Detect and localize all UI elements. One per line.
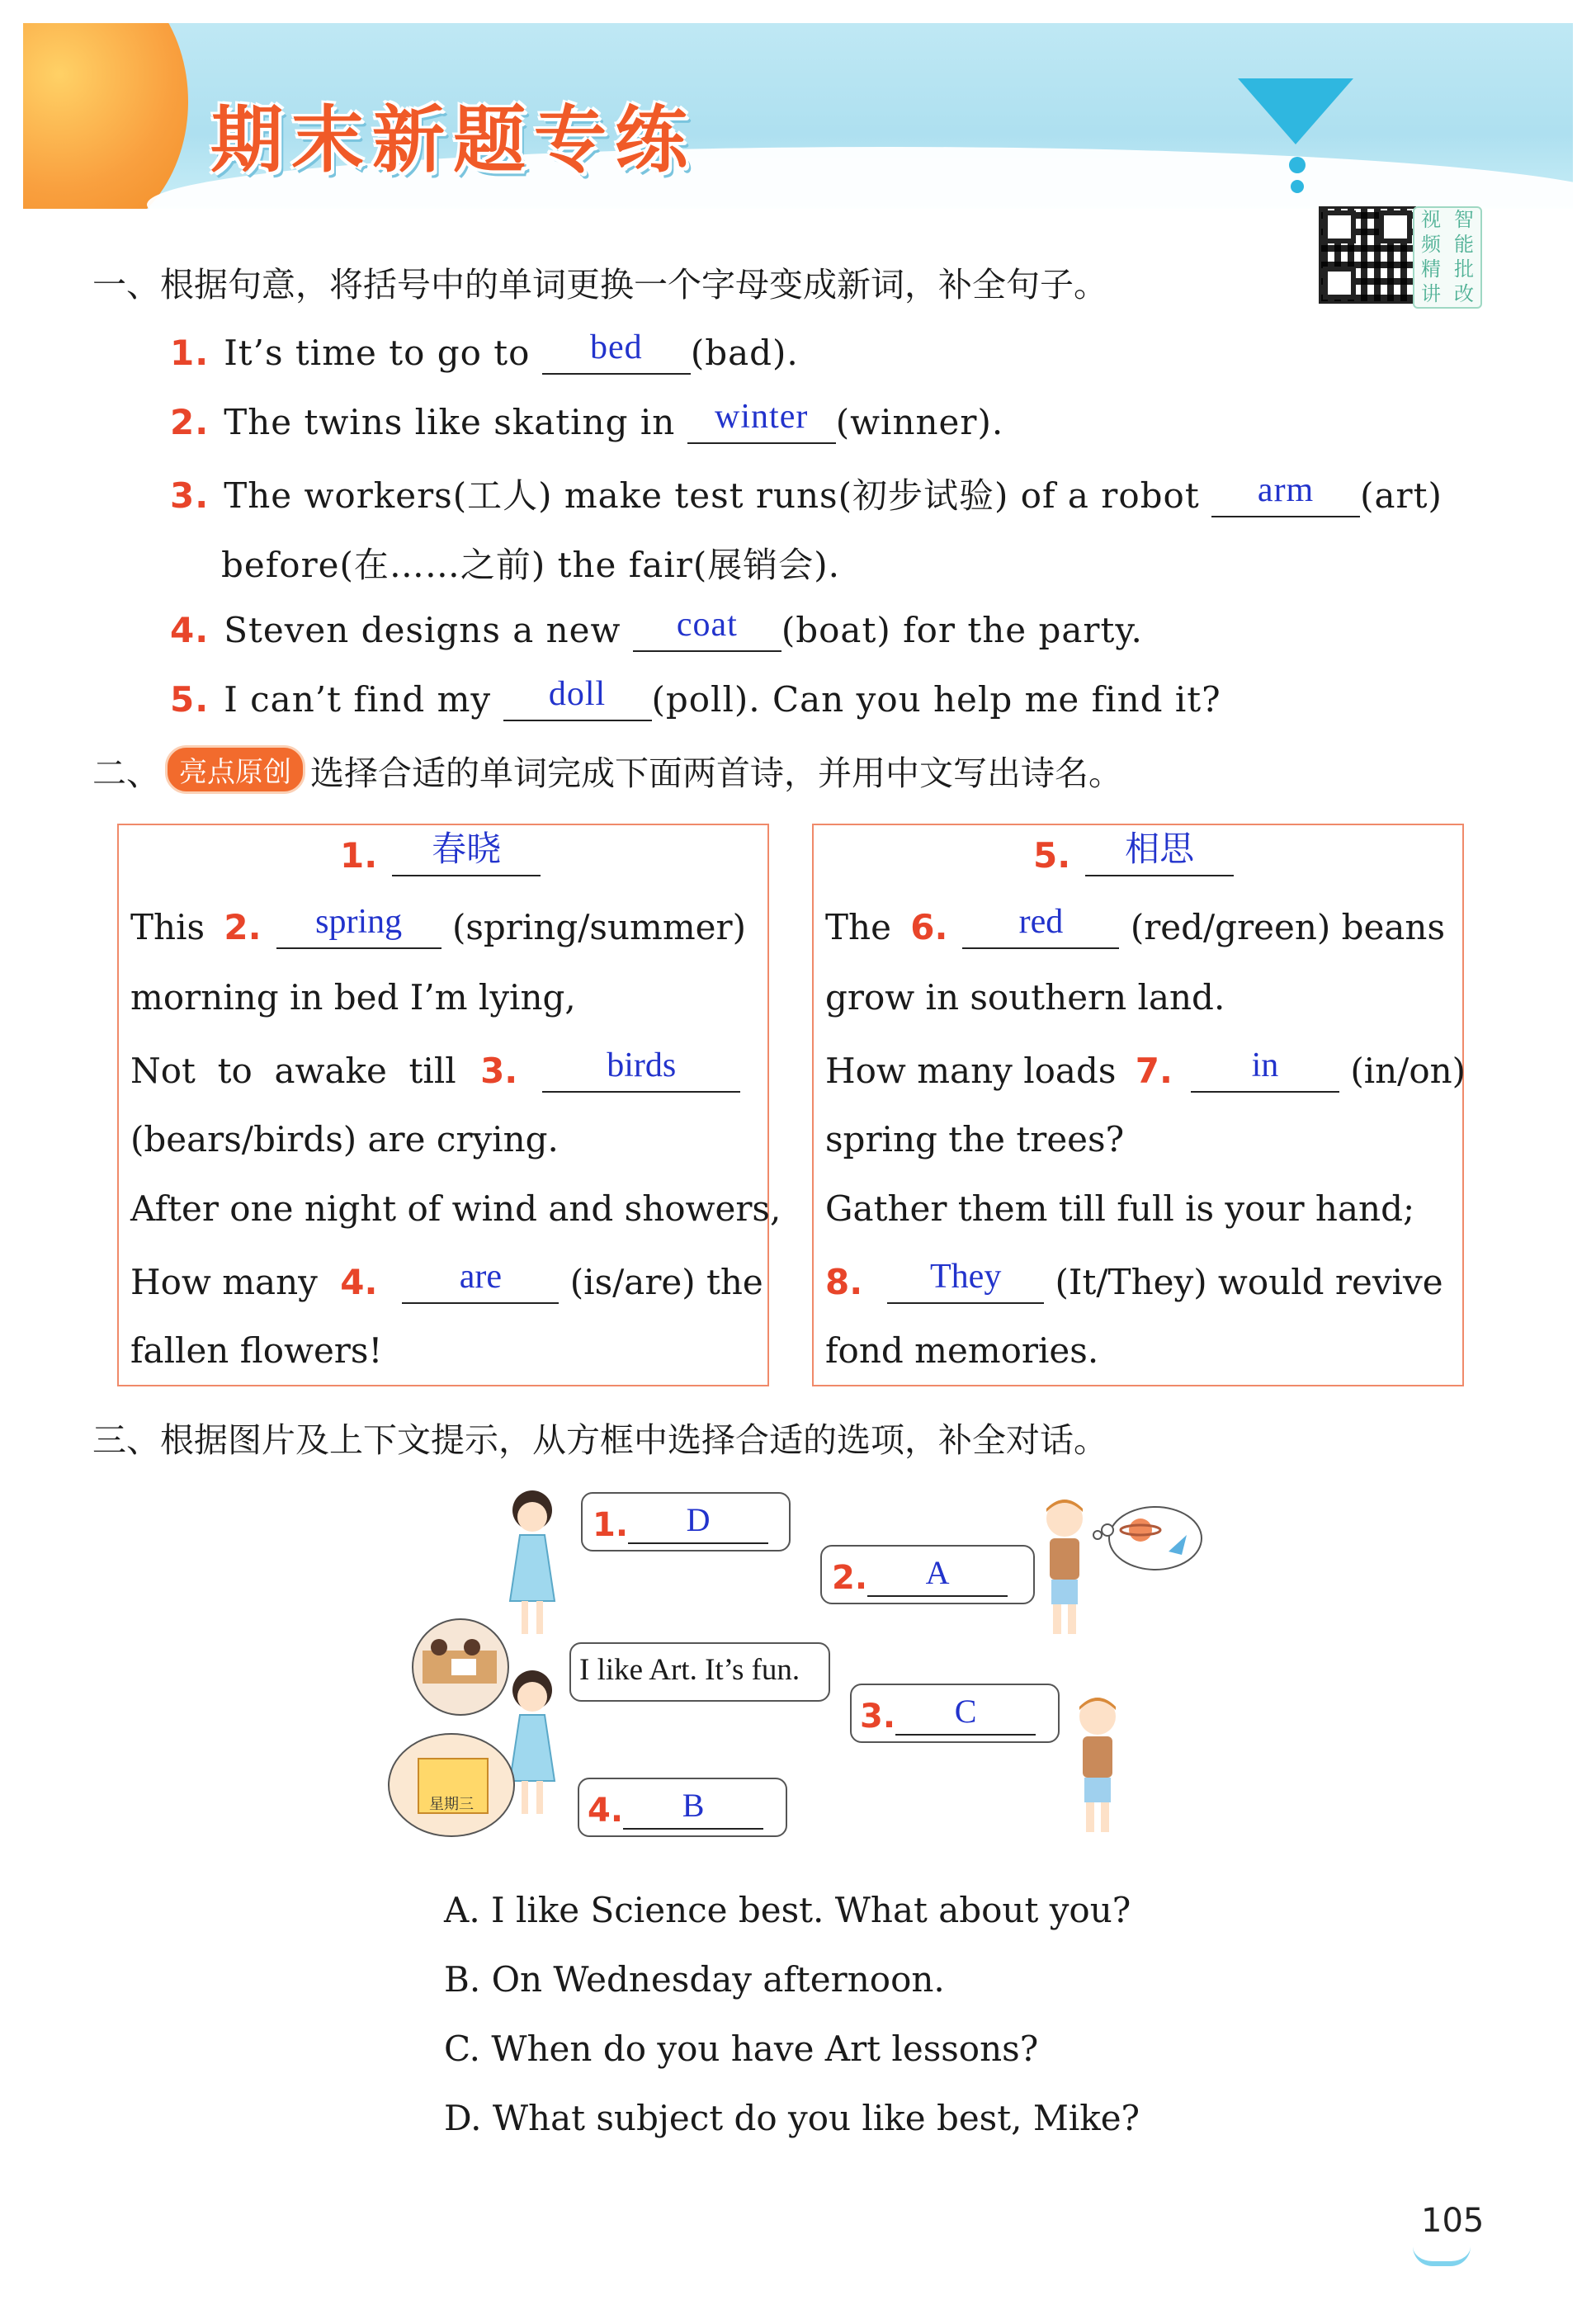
question-number: 4. [340,1262,378,1302]
dialogue-1 [593,1500,768,1544]
poem-right-line-4: spring the trees? [825,1119,1125,1160]
answer-blank[interactable]: red [962,904,1119,949]
question-5 [170,677,1221,721]
poem-hint: (spring/summer) [451,907,746,947]
original-badge: 亮点原创 [165,745,305,794]
poem-title-answer[interactable]: 相思 [1085,832,1234,876]
question-4 [170,607,1143,652]
poem-right-line-2: grow in southern land. [825,977,1225,1018]
question-3 [170,469,1443,518]
question-number: 5. [170,679,210,720]
answer-blank[interactable]: spring [276,904,441,949]
qr-label-char: 频 [1421,233,1441,256]
qr-label-char: 改 [1454,282,1474,305]
poem-left-title [340,829,541,876]
question-hint: (boat) for the party. [781,610,1143,650]
question-number: 6. [910,907,948,947]
option-d: D. What subject do you like best, Mike? [444,2098,1140,2138]
boy-figure-top [1032,1494,1098,1642]
page-number: 105 [1421,2202,1485,2240]
question-number: 5. [1033,835,1071,876]
answer-blank[interactable]: winter [687,399,836,444]
dialogue-4 [588,1786,763,1830]
dialogue-3 [860,1692,1036,1736]
poem-left-line-6 [130,1259,763,1304]
question-1 [170,330,799,375]
question-2 [170,399,1003,444]
question-hint: (poll). Can you help me find it? [651,679,1221,720]
qr-finder-icon [1379,210,1412,243]
qr-label-char: 精 [1421,257,1441,281]
question-hint: (winner). [835,402,1004,442]
option-b: B. On Wednesday afternoon. [444,1959,945,2000]
question-number: 2. [170,402,210,442]
answer-blank[interactable]: in [1191,1048,1339,1093]
poem-hint: (in/on) [1350,1051,1466,1091]
question-number: 1. [170,333,210,373]
dialogue-statement: I like Art. It’s fun. [579,1653,800,1687]
poem-hint: (It/They) would revive [1055,1262,1443,1302]
dialogue-number: 1. [593,1506,629,1544]
dot-decoration [1291,180,1304,193]
answer-blank[interactable]: are [402,1259,559,1304]
poem-left-line-2: morning in bed I’m lying, [130,977,576,1018]
qr-label-char: 智 [1454,208,1474,231]
poem-hint: (is/are) the [569,1262,763,1302]
qr-label-char: 能 [1454,233,1474,256]
answer-blank[interactable]: doll [503,677,652,721]
page-number-swoosh-decoration [1413,2246,1471,2266]
option-a: A. I like Science best. What about you? [444,1890,1131,1930]
question-text: It’s time to go to [224,333,531,373]
triangle-decoration [1238,78,1353,144]
question-text: Steven designs a new [224,610,621,650]
answer-blank[interactable]: arm [1211,473,1360,517]
poem-hint: (red/green) beans [1130,907,1446,947]
boy-figure-bottom [1065,1692,1131,1840]
dialogue-answer-blank[interactable]: C [895,1692,1036,1736]
question-hint: (bad). [690,333,799,373]
dialogue-number: 3. [860,1698,896,1736]
answer-blank[interactable]: They [887,1259,1044,1304]
question-number: 7. [1135,1051,1173,1091]
qr-label-char: 视 [1421,208,1441,231]
question-text: The twins like skating in [224,402,676,442]
page-title: 期末新题专练 [210,97,696,182]
poem-left-line-3 [130,1048,740,1093]
poem-left-line-1 [130,904,746,949]
question-number: 3. [480,1051,518,1091]
qr-labels [1413,206,1482,309]
section2-prefix: 二、 [92,753,160,793]
poem-left-line-4: (bears/birds) are crying. [130,1119,559,1160]
question-3-continued: before(在……之前) the fair(展销会). [221,545,840,585]
poem-right-line-1 [825,904,1445,949]
question-number: 1. [340,835,378,876]
poem-right-line-5: Gather them till full is your hand; [825,1188,1415,1229]
poem-right-title [1033,829,1234,876]
dialogue-number: 4. [588,1792,624,1830]
poem-text: Not to awake till [130,1051,456,1091]
option-c: C. When do you have Art lessons? [444,2029,1039,2069]
calendar-picture [388,1733,515,1837]
dot-decoration [1289,157,1306,173]
dialogue-number: 2. [832,1559,868,1597]
qr-code[interactable] [1319,206,1416,304]
answer-blank[interactable]: birds [542,1048,740,1093]
dialogue-answer-blank[interactable]: D [628,1500,768,1544]
qr-finder-icon [1323,267,1356,300]
dialogue-2 [832,1553,1008,1597]
answer-blank[interactable]: bed [542,330,691,375]
poem-title-answer[interactable]: 春晓 [392,832,541,876]
section3-heading: 三、根据图片及上下文提示，从方框中选择合适的选项，补全对话。 [92,1420,1107,1460]
poem-right-line-7: fond memories. [825,1330,1099,1371]
poem-text: How many [130,1262,318,1302]
question-number: 3. [170,475,210,516]
question-number: 8. [825,1262,863,1302]
section2-heading-text: 选择合适的单词完成下面两首诗，并用中文写出诗名。 [310,753,1122,793]
qr-finder-icon [1323,210,1356,243]
poem-text: The [825,907,891,947]
question-number: 4. [170,610,210,650]
question-hint: (art) [1360,475,1443,516]
poem-left-line-5: After one night of wind and showers, [130,1188,781,1229]
poem-text: This [130,907,205,947]
calendar-label: 星期三 [429,1796,474,1813]
question-text: I can’t find my [224,679,492,720]
answer-blank[interactable]: coat [633,607,781,652]
poem-left-line-7: fallen flowers! [130,1330,383,1371]
qr-label-char: 批 [1454,257,1474,281]
orange-swoosh-decoration [23,23,188,209]
poem-text: How many loads [825,1051,1117,1091]
thought-bubble-planet-icon [1089,1502,1205,1576]
section1-heading: 一、根据句意，将括号中的单词更换一个字母变成新词，补全句子。 [92,265,1107,305]
question-number: 2. [224,907,262,947]
dialogue-answer-blank[interactable]: B [623,1786,763,1830]
dialogue-answer-blank[interactable]: A [867,1553,1008,1597]
poem-right-line-6 [825,1259,1443,1304]
qr-label-char: 讲 [1421,282,1441,305]
question-text: The workers(工人) make test runs(初步试验) of a robot [224,475,1200,516]
poem-right-line-3 [825,1048,1466,1093]
section2-heading [92,745,1122,795]
